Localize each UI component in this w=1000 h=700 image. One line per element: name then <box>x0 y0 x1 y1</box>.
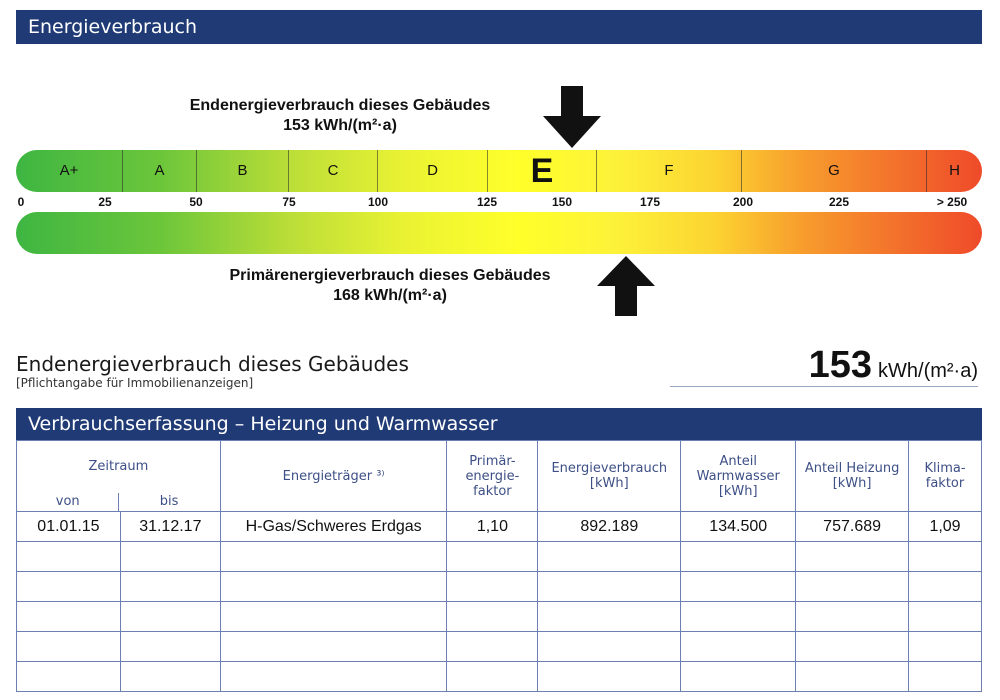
header-heizung: Anteil Heizung [kWh] <box>796 441 909 512</box>
empty-cell <box>796 602 909 632</box>
end-energy-value: 153 kWh/(m²·a) <box>283 117 397 134</box>
scale-tick: 50 <box>189 195 203 209</box>
primary-energy-value: 168 kWh/(m²·a) <box>333 287 447 304</box>
cell-klima: 1,09 <box>909 512 982 542</box>
summary-unit: kWh/(m²·a) <box>878 360 978 382</box>
cell-verbrauch: 892.189 <box>538 512 681 542</box>
energy-class-a-plus: A+ <box>16 150 123 192</box>
energy-scale-ticks <box>16 192 982 212</box>
empty-cell <box>120 602 220 632</box>
up-arrow-icon <box>597 256 655 316</box>
empty-cell <box>17 662 121 692</box>
primary-energy-label <box>180 266 600 306</box>
energy-scale-top <box>16 150 982 192</box>
section-title: Energieverbrauch <box>28 16 198 38</box>
header-energietraeger: Energieträger ³⁾ <box>220 441 447 512</box>
energy-class-g: G <box>742 150 927 192</box>
cell-traeger: H-Gas/Schweres Erdgas <box>220 512 447 542</box>
energy-class-h: H <box>949 162 960 179</box>
table-row-empty <box>17 602 982 632</box>
header-energieverbrauch: Energieverbrauch [kWh] <box>538 441 681 512</box>
header-zeitraum-label: Zeitraum <box>88 459 149 474</box>
cell-faktor: 1,10 <box>447 512 538 542</box>
energy-class-d: D <box>378 150 488 192</box>
primary-energy-caption: Primärenergieverbrauch dieses Gebäudes <box>229 267 551 284</box>
empty-cell <box>447 572 538 602</box>
empty-cell <box>796 662 909 692</box>
header-primaerfaktor: Primär- energie- faktor <box>447 441 538 512</box>
summary-subtitle: [Pflichtangabe für Immobilienanzeigen] <box>16 376 254 390</box>
header-von: von <box>55 494 80 509</box>
empty-cell <box>681 542 796 572</box>
energy-class-f: F <box>597 150 742 192</box>
scale-tick: 150 <box>551 195 573 209</box>
empty-cell <box>909 662 982 692</box>
down-arrow-icon <box>543 86 601 148</box>
empty-cell <box>17 602 121 632</box>
empty-cell <box>447 602 538 632</box>
scale-tick: 175 <box>639 195 661 209</box>
empty-cell <box>681 602 796 632</box>
scale-tick: 100 <box>367 195 389 209</box>
empty-cell <box>17 572 121 602</box>
scale-tick: 225 <box>828 195 850 209</box>
empty-cell <box>538 662 681 692</box>
empty-cell <box>538 572 681 602</box>
section-header-energieverbrauch <box>16 10 982 44</box>
empty-cell <box>120 542 220 572</box>
cell-warmwasser: 134.500 <box>681 512 796 542</box>
table-title: Verbrauchserfassung – Heizung und Warmwasser <box>28 413 498 435</box>
energy-class-b: B <box>197 150 289 192</box>
header-klimafaktor: Klima- faktor <box>909 441 982 512</box>
empty-cell <box>909 542 982 572</box>
table-row <box>17 512 982 542</box>
energy-class-e: E <box>488 150 597 192</box>
cell-von: 01.01.15 <box>17 512 121 542</box>
empty-cell <box>220 572 447 602</box>
header-warmwasser: Anteil Warmwasser [kWh] <box>681 441 796 512</box>
empty-cell <box>447 662 538 692</box>
empty-cell <box>909 632 982 662</box>
empty-cell <box>796 572 909 602</box>
scale-tick: 0 <box>17 195 25 209</box>
scale-tick: 25 <box>98 195 112 209</box>
table-row-empty <box>17 632 982 662</box>
empty-cell <box>538 542 681 572</box>
scale-tick: 200 <box>732 195 754 209</box>
empty-cell <box>447 632 538 662</box>
empty-cell <box>681 662 796 692</box>
empty-cell <box>447 542 538 572</box>
empty-cell <box>220 602 447 632</box>
empty-cell <box>17 632 121 662</box>
scale-tick: 75 <box>282 195 296 209</box>
section-header-verbrauchserfassung <box>16 408 982 440</box>
empty-cell <box>220 542 447 572</box>
energy-class-c: C <box>289 150 378 192</box>
table-row-empty <box>17 572 982 602</box>
header-zeitraum <box>17 441 221 512</box>
empty-cell <box>538 632 681 662</box>
scale-tick: 125 <box>476 195 498 209</box>
scale-tick: > 250 <box>936 195 968 209</box>
summary-value-box <box>670 344 978 387</box>
cell-bis: 31.12.17 <box>120 512 220 542</box>
energy-class-a: A <box>123 150 197 192</box>
empty-cell <box>909 602 982 632</box>
empty-cell <box>220 662 447 692</box>
summary-value: 153 <box>808 344 873 386</box>
consumption-table <box>16 440 982 692</box>
empty-cell <box>120 572 220 602</box>
empty-cell <box>17 542 121 572</box>
empty-cell <box>681 632 796 662</box>
header-bis: bis <box>159 494 179 509</box>
empty-cell <box>796 542 909 572</box>
empty-cell <box>538 602 681 632</box>
end-energy-caption: Endenergieverbrauch dieses Gebäudes <box>189 97 491 114</box>
end-energy-label <box>140 96 540 136</box>
cell-heizung: 757.689 <box>796 512 909 542</box>
empty-cell <box>220 632 447 662</box>
table-row-empty <box>17 542 982 572</box>
empty-cell <box>796 632 909 662</box>
table-row-empty <box>17 662 982 692</box>
empty-cell <box>909 572 982 602</box>
empty-cell <box>120 662 220 692</box>
empty-cell <box>681 572 796 602</box>
empty-cell <box>120 632 220 662</box>
energy-scale-bottom <box>16 212 982 254</box>
summary-title: Endenergieverbrauch dieses Gebäudes <box>16 352 409 376</box>
